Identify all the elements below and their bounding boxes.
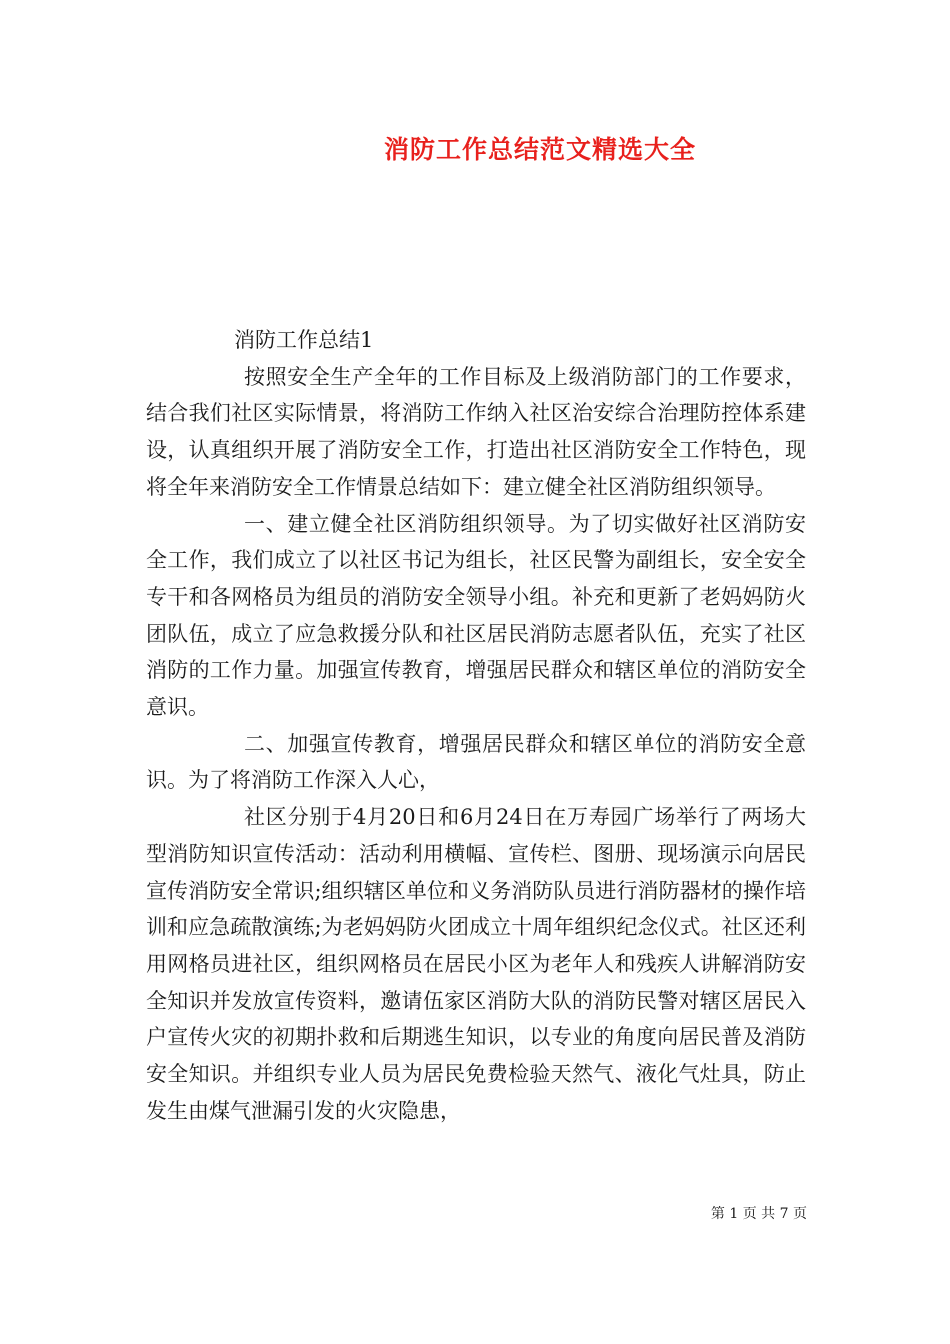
paragraph-activities: 社区分别于4月20日和6月24日在万寿园广场举行了两场大型消防知识宣传活动：活动利用横幅、宣传栏、图册、现场演示向居民宣传消防安全常识;组织辖区单位和义务消防队员进行消防器材的操作培训和应急疏散演练;为老妈妈防火团成立十周年组织纪念仪式。社区还利用网格员进社区，组织网格员在居民小区为老年人和残疾人讲解消防安全知识并发放宣传资料，邀请伍家区消防大队的消防民警对辖区居民入户宣传火灾的初期扑救和后期逃生知识，以专业的角度向居民普及消防安全知识。并组织专业人员为居民免费检验天然气、液化气灶具，防止发生由煤气泄漏引发的火灾隐患，: [146, 805, 806, 1123]
page-number: 第 1 页 共 7 页: [710, 1206, 807, 1222]
document-title: 消防工作总结范文精选大全: [383, 135, 696, 164]
paragraph-intro: 按照安全生产全年的工作目标及上级消防部门的工作要求，结合我们社区实际情景，将消防工作纳入社区治安综合治理防控体系建设，认真组织开展了消防安全工作，打造出社区消防安全工作特色，现将全年来消防安全工作情景总结如下：建立健全社区消防组织领导。: [146, 364, 806, 499]
paragraph-section-1: 一、建立健全社区消防组织领导。为了切实做好社区消防安全工作，我们成立了以社区书记为组长，社区民警为副组长，安全安全专干和各网格员为组员的消防安全领导小组。补充和更新了老妈妈防火团队伍，成立了应急救援分队和社区居民消防志愿者队伍，充实了社区消防的工作力量。加强宣传教育，增强居民群众和辖区单位的消防安全意识。: [146, 511, 806, 720]
section-heading: 消防工作总结1: [234, 328, 374, 352]
paragraph-section-2: 二、加强宣传教育，增强居民群众和辖区单位的消防安全意识。为了将消防工作深入人心，: [146, 731, 806, 793]
document-body: [146, 322, 806, 1129]
